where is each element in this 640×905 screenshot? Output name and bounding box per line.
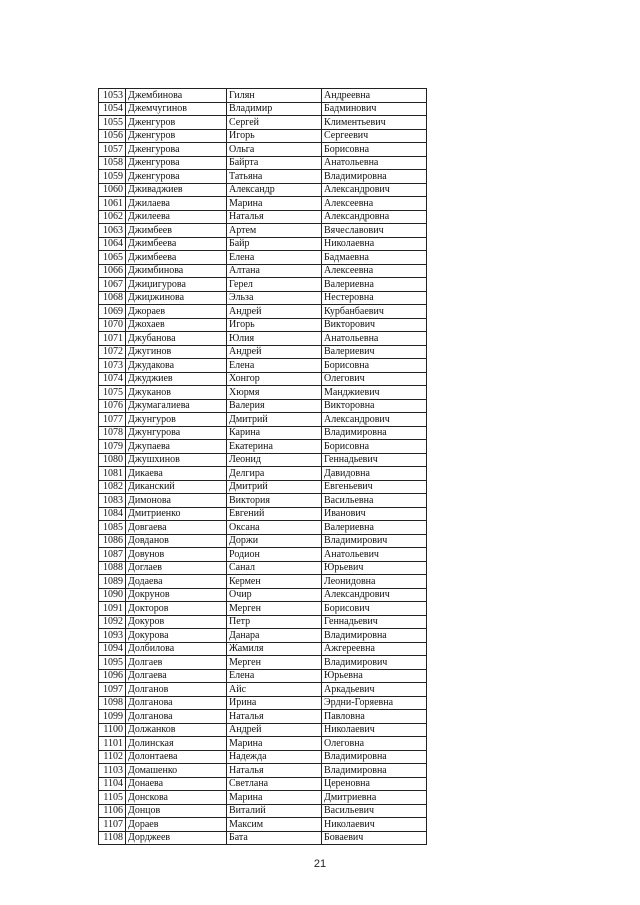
- row-number: 1107: [99, 818, 126, 832]
- first-name-cell: Петр: [227, 615, 322, 629]
- surname-cell: Долбилова: [126, 642, 227, 656]
- patronymic-cell: Владимировна: [322, 629, 427, 643]
- table-row: [99, 777, 427, 791]
- first-name-cell: Кермен: [227, 575, 322, 589]
- first-name-cell: Леонид: [227, 453, 322, 467]
- first-name-cell: Жамиля: [227, 642, 322, 656]
- row-number: 1070: [99, 318, 126, 332]
- patronymic-cell: Алексеевна: [322, 264, 427, 278]
- surname-cell: Довданов: [126, 534, 227, 548]
- patronymic-cell: Боваевич: [322, 831, 427, 845]
- row-number: 1075: [99, 386, 126, 400]
- row-number: 1093: [99, 629, 126, 643]
- row-number: 1053: [99, 89, 126, 103]
- surname-cell: Донцов: [126, 804, 227, 818]
- row-number: 1078: [99, 426, 126, 440]
- table-row: [99, 669, 427, 683]
- patronymic-cell: Манджиевич: [322, 386, 427, 400]
- patronymic-cell: Эрдни-Горяевна: [322, 696, 427, 710]
- table-row: [99, 791, 427, 805]
- table-row: [99, 291, 427, 305]
- surname-cell: Донаева: [126, 777, 227, 791]
- patronymic-cell: Викторович: [322, 318, 427, 332]
- patronymic-cell: Борисовна: [322, 440, 427, 454]
- patronymic-cell: Геннадьевич: [322, 453, 427, 467]
- row-number: 1097: [99, 683, 126, 697]
- table-row: [99, 750, 427, 764]
- patronymic-cell: Владимирович: [322, 656, 427, 670]
- first-name-cell: Валерия: [227, 399, 322, 413]
- surname-cell: Джуджиев: [126, 372, 227, 386]
- first-name-cell: Игорь: [227, 129, 322, 143]
- row-number: 1067: [99, 278, 126, 292]
- surname-cell: Джунгурова: [126, 426, 227, 440]
- surname-cell: Довгаева: [126, 521, 227, 535]
- table-row: [99, 656, 427, 670]
- row-number: 1079: [99, 440, 126, 454]
- first-name-cell: Елена: [227, 251, 322, 265]
- surname-cell: Докуров: [126, 615, 227, 629]
- surname-cell: Джимбинова: [126, 264, 227, 278]
- table-row: [99, 332, 427, 346]
- first-name-cell: Светлана: [227, 777, 322, 791]
- first-name-cell: Мерген: [227, 602, 322, 616]
- patronymic-cell: Климентьевич: [322, 116, 427, 130]
- first-name-cell: Алтана: [227, 264, 322, 278]
- patronymic-cell: Олегович: [322, 372, 427, 386]
- surname-cell: Джиџжинова: [126, 291, 227, 305]
- table-row: [99, 440, 427, 454]
- surname-cell: Джудакова: [126, 359, 227, 373]
- first-name-cell: Хюрмя: [227, 386, 322, 400]
- patronymic-cell: Николаевна: [322, 237, 427, 251]
- patronymic-cell: Владимировна: [322, 764, 427, 778]
- patronymic-cell: Борисовна: [322, 359, 427, 373]
- patronymic-cell: Дмитриевна: [322, 791, 427, 805]
- surname-cell: Джемчугинов: [126, 102, 227, 116]
- row-number: 1085: [99, 521, 126, 535]
- surname-cell: Джумагалиева: [126, 399, 227, 413]
- surname-cell: Донскова: [126, 791, 227, 805]
- first-name-cell: Гилян: [227, 89, 322, 103]
- surname-cell: Докурова: [126, 629, 227, 643]
- table-row: [99, 345, 427, 359]
- surname-cell: Додаева: [126, 575, 227, 589]
- surname-cell: Дмитриенко: [126, 507, 227, 521]
- patronymic-cell: Владимировна: [322, 750, 427, 764]
- table-row: [99, 831, 427, 845]
- row-number: 1086: [99, 534, 126, 548]
- row-number: 1080: [99, 453, 126, 467]
- first-name-cell: Байр: [227, 237, 322, 251]
- patronymic-cell: Николаевич: [322, 818, 427, 832]
- names-table: [98, 88, 427, 845]
- table-row: [99, 359, 427, 373]
- row-number: 1062: [99, 210, 126, 224]
- first-name-cell: Екатерина: [227, 440, 322, 454]
- patronymic-cell: Алексеевна: [322, 197, 427, 211]
- row-number: 1064: [99, 237, 126, 251]
- patronymic-cell: Юрьевич: [322, 561, 427, 575]
- table-row: [99, 264, 427, 278]
- surname-cell: Джупаева: [126, 440, 227, 454]
- table-row: [99, 237, 427, 251]
- table-row: [99, 737, 427, 751]
- first-name-cell: Мерген: [227, 656, 322, 670]
- table-row: [99, 129, 427, 143]
- table-row: [99, 710, 427, 724]
- first-name-cell: Санал: [227, 561, 322, 575]
- row-number: 1066: [99, 264, 126, 278]
- surname-cell: Доглаев: [126, 561, 227, 575]
- surname-cell: Диканский: [126, 480, 227, 494]
- first-name-cell: Елена: [227, 359, 322, 373]
- surname-cell: Долинская: [126, 737, 227, 751]
- table-row: [99, 318, 427, 332]
- surname-cell: Джугинов: [126, 345, 227, 359]
- patronymic-cell: Борисовна: [322, 143, 427, 157]
- first-name-cell: Оксана: [227, 521, 322, 535]
- table-row: [99, 561, 427, 575]
- first-name-cell: Герел: [227, 278, 322, 292]
- patronymic-cell: Борисович: [322, 602, 427, 616]
- surname-cell: Дженгурова: [126, 156, 227, 170]
- patronymic-cell: Валериевич: [322, 345, 427, 359]
- first-name-cell: Айс: [227, 683, 322, 697]
- table-row: [99, 197, 427, 211]
- first-name-cell: Байрта: [227, 156, 322, 170]
- surname-cell: Дженгурова: [126, 143, 227, 157]
- row-number: 1094: [99, 642, 126, 656]
- table-row: [99, 804, 427, 818]
- row-number: 1103: [99, 764, 126, 778]
- surname-cell: Должанков: [126, 723, 227, 737]
- row-number: 1060: [99, 183, 126, 197]
- row-number: 1081: [99, 467, 126, 481]
- patronymic-cell: Цереновна: [322, 777, 427, 791]
- table-row: [99, 170, 427, 184]
- table-row: [99, 602, 427, 616]
- surname-cell: Дженгуров: [126, 129, 227, 143]
- patronymic-cell: Валериевна: [322, 521, 427, 535]
- first-name-cell: Игорь: [227, 318, 322, 332]
- surname-cell: Дженгуров: [126, 116, 227, 130]
- patronymic-cell: Николаевич: [322, 723, 427, 737]
- table-row: [99, 102, 427, 116]
- table-row: [99, 818, 427, 832]
- patronymic-cell: Александрович: [322, 588, 427, 602]
- surname-cell: Джунгуров: [126, 413, 227, 427]
- table-row: [99, 413, 427, 427]
- row-number: 1084: [99, 507, 126, 521]
- patronymic-cell: Викторовна: [322, 399, 427, 413]
- surname-cell: Джуканов: [126, 386, 227, 400]
- table-row: [99, 89, 427, 103]
- first-name-cell: Хонгор: [227, 372, 322, 386]
- first-name-cell: Данара: [227, 629, 322, 643]
- row-number: 1056: [99, 129, 126, 143]
- first-name-cell: Максим: [227, 818, 322, 832]
- surname-cell: Дженгурова: [126, 170, 227, 184]
- patronymic-cell: Александрович: [322, 183, 427, 197]
- table-row: [99, 534, 427, 548]
- surname-cell: Джушхинов: [126, 453, 227, 467]
- surname-cell: Джимбеева: [126, 251, 227, 265]
- first-name-cell: Андрей: [227, 305, 322, 319]
- surname-cell: Джембинова: [126, 89, 227, 103]
- patronymic-cell: Павловна: [322, 710, 427, 724]
- row-number: 1096: [99, 669, 126, 683]
- row-number: 1058: [99, 156, 126, 170]
- first-name-cell: Владимир: [227, 102, 322, 116]
- patronymic-cell: Сергеевич: [322, 129, 427, 143]
- first-name-cell: Делгира: [227, 467, 322, 481]
- row-number: 1108: [99, 831, 126, 845]
- first-name-cell: Марина: [227, 197, 322, 211]
- row-number: 1073: [99, 359, 126, 373]
- table-row: [99, 696, 427, 710]
- table-row: [99, 467, 427, 481]
- table-row: [99, 480, 427, 494]
- table-row: [99, 116, 427, 130]
- row-number: 1069: [99, 305, 126, 319]
- patronymic-cell: Бадмаевна: [322, 251, 427, 265]
- first-name-cell: Андрей: [227, 723, 322, 737]
- surname-cell: Джохаев: [126, 318, 227, 332]
- row-number: 1076: [99, 399, 126, 413]
- surname-cell: Джимбеева: [126, 237, 227, 251]
- table-row: [99, 183, 427, 197]
- table-row: [99, 210, 427, 224]
- patronymic-cell: Васильевна: [322, 494, 427, 508]
- table-row: [99, 372, 427, 386]
- table-row: [99, 224, 427, 238]
- row-number: 1099: [99, 710, 126, 724]
- patronymic-cell: Владимировна: [322, 426, 427, 440]
- patronymic-cell: Валериевна: [322, 278, 427, 292]
- table-row: [99, 278, 427, 292]
- patronymic-cell: Васильевич: [322, 804, 427, 818]
- first-name-cell: Дмитрий: [227, 480, 322, 494]
- patronymic-cell: Курбанбаевич: [322, 305, 427, 319]
- first-name-cell: Александр: [227, 183, 322, 197]
- row-number: 1088: [99, 561, 126, 575]
- table-row: [99, 143, 427, 157]
- table-row: [99, 575, 427, 589]
- table-row: [99, 251, 427, 265]
- patronymic-cell: Вячеславович: [322, 224, 427, 238]
- patronymic-cell: Анатольевна: [322, 332, 427, 346]
- patronymic-cell: Бадминович: [322, 102, 427, 116]
- first-name-cell: Надежда: [227, 750, 322, 764]
- first-name-cell: Наталья: [227, 210, 322, 224]
- first-name-cell: Евгений: [227, 507, 322, 521]
- patronymic-cell: Аркадьевич: [322, 683, 427, 697]
- row-number: 1102: [99, 750, 126, 764]
- row-number: 1074: [99, 372, 126, 386]
- first-name-cell: Ольга: [227, 143, 322, 157]
- row-number: 1090: [99, 588, 126, 602]
- patronymic-cell: Александрович: [322, 413, 427, 427]
- table-row: [99, 399, 427, 413]
- surname-cell: Джиџигурова: [126, 278, 227, 292]
- patronymic-cell: Геннадьевич: [322, 615, 427, 629]
- table-row: [99, 615, 427, 629]
- table-row: [99, 426, 427, 440]
- surname-cell: Джубанова: [126, 332, 227, 346]
- surname-cell: Домашенко: [126, 764, 227, 778]
- first-name-cell: Ирина: [227, 696, 322, 710]
- surname-cell: Долгаев: [126, 656, 227, 670]
- table-row: [99, 386, 427, 400]
- row-number: 1068: [99, 291, 126, 305]
- surname-cell: Долонтаева: [126, 750, 227, 764]
- surname-cell: Довунов: [126, 548, 227, 562]
- first-name-cell: Родион: [227, 548, 322, 562]
- first-name-cell: Эльза: [227, 291, 322, 305]
- row-number: 1106: [99, 804, 126, 818]
- row-number: 1082: [99, 480, 126, 494]
- first-name-cell: Елена: [227, 669, 322, 683]
- surname-cell: Джимбеев: [126, 224, 227, 238]
- patronymic-cell: Андреевна: [322, 89, 427, 103]
- row-number: 1054: [99, 102, 126, 116]
- table-row: [99, 588, 427, 602]
- surname-cell: Джилаева: [126, 197, 227, 211]
- row-number: 1071: [99, 332, 126, 346]
- row-number: 1095: [99, 656, 126, 670]
- table-row: [99, 305, 427, 319]
- patronymic-cell: Ажгереевна: [322, 642, 427, 656]
- row-number: 1092: [99, 615, 126, 629]
- page-number: 21: [313, 858, 327, 870]
- surname-cell: Дикаева: [126, 467, 227, 481]
- table-row: [99, 683, 427, 697]
- surname-cell: Долганов: [126, 683, 227, 697]
- table-row: [99, 453, 427, 467]
- first-name-cell: Артем: [227, 224, 322, 238]
- row-number: 1091: [99, 602, 126, 616]
- first-name-cell: Виктория: [227, 494, 322, 508]
- first-name-cell: Дмитрий: [227, 413, 322, 427]
- surname-cell: Джораев: [126, 305, 227, 319]
- row-number: 1059: [99, 170, 126, 184]
- patronymic-cell: Анатольевна: [322, 156, 427, 170]
- row-number: 1055: [99, 116, 126, 130]
- patronymic-cell: Леонидовна: [322, 575, 427, 589]
- surname-cell: Дживаджиев: [126, 183, 227, 197]
- first-name-cell: Бата: [227, 831, 322, 845]
- patronymic-cell: Владимировна: [322, 170, 427, 184]
- surname-cell: Джилеева: [126, 210, 227, 224]
- patronymic-cell: Иванович: [322, 507, 427, 521]
- first-name-cell: Доржи: [227, 534, 322, 548]
- first-name-cell: Татьяна: [227, 170, 322, 184]
- table-row: [99, 548, 427, 562]
- patronymic-cell: Владимирович: [322, 534, 427, 548]
- first-name-cell: Сергей: [227, 116, 322, 130]
- surname-cell: Дораев: [126, 818, 227, 832]
- row-number: 1061: [99, 197, 126, 211]
- row-number: 1104: [99, 777, 126, 791]
- surname-cell: Докрунов: [126, 588, 227, 602]
- patronymic-cell: Анатольевич: [322, 548, 427, 562]
- first-name-cell: Марина: [227, 791, 322, 805]
- table-row: [99, 494, 427, 508]
- row-number: 1057: [99, 143, 126, 157]
- table-row: [99, 521, 427, 535]
- table-row: [99, 723, 427, 737]
- patronymic-cell: Александровна: [322, 210, 427, 224]
- row-number: 1089: [99, 575, 126, 589]
- row-number: 1065: [99, 251, 126, 265]
- surname-cell: Димонова: [126, 494, 227, 508]
- table-row: [99, 507, 427, 521]
- surname-cell: Докторов: [126, 602, 227, 616]
- first-name-cell: Очир: [227, 588, 322, 602]
- patronymic-cell: Олеговна: [322, 737, 427, 751]
- first-name-cell: Наталья: [227, 764, 322, 778]
- first-name-cell: Андрей: [227, 345, 322, 359]
- patronymic-cell: Юрьевна: [322, 669, 427, 683]
- table-row: [99, 156, 427, 170]
- patronymic-cell: Давидовна: [322, 467, 427, 481]
- first-name-cell: Марина: [227, 737, 322, 751]
- row-number: 1105: [99, 791, 126, 805]
- surname-cell: Долганова: [126, 696, 227, 710]
- surname-cell: Долгаева: [126, 669, 227, 683]
- first-name-cell: Карина: [227, 426, 322, 440]
- names-table-body: [99, 89, 427, 845]
- table-row: [99, 629, 427, 643]
- row-number: 1087: [99, 548, 126, 562]
- row-number: 1101: [99, 737, 126, 751]
- first-name-cell: Юлия: [227, 332, 322, 346]
- table-row: [99, 642, 427, 656]
- row-number: 1083: [99, 494, 126, 508]
- first-name-cell: Наталья: [227, 710, 322, 724]
- table-row: [99, 764, 427, 778]
- row-number: 1100: [99, 723, 126, 737]
- row-number: 1077: [99, 413, 126, 427]
- row-number: 1063: [99, 224, 126, 238]
- row-number: 1072: [99, 345, 126, 359]
- first-name-cell: Виталий: [227, 804, 322, 818]
- surname-cell: Долганова: [126, 710, 227, 724]
- patronymic-cell: Евгеньевич: [322, 480, 427, 494]
- row-number: 1098: [99, 696, 126, 710]
- patronymic-cell: Нестеровна: [322, 291, 427, 305]
- surname-cell: Дорджеев: [126, 831, 227, 845]
